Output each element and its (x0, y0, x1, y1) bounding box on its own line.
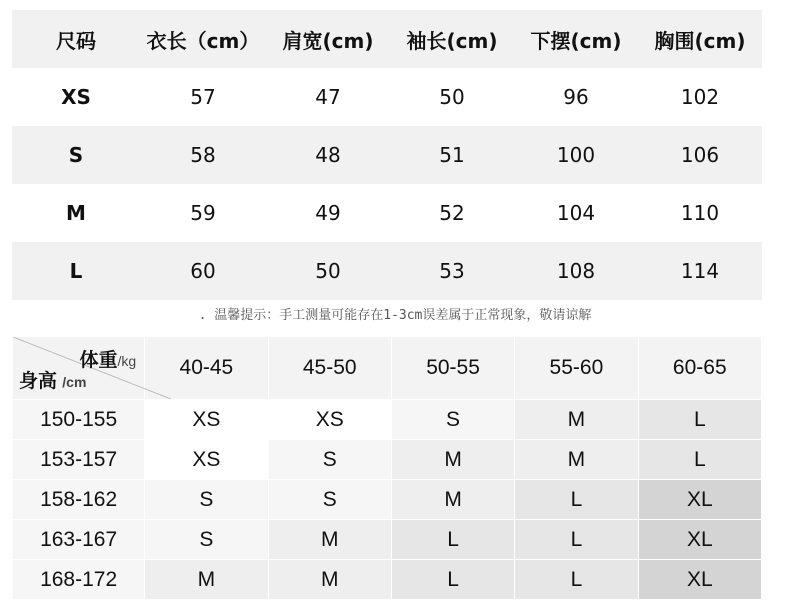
size-table-row (12, 68, 762, 126)
recommended-size: XL (638, 520, 761, 560)
recommended-size: L (515, 480, 638, 520)
weight-range: 45-50 (268, 337, 391, 400)
size-label: S (68, 143, 84, 167)
recommended-size: XS (145, 440, 268, 480)
size-table-row (12, 184, 762, 242)
recommended-size: M (515, 400, 638, 440)
size-value: 60 (190, 259, 216, 283)
recommended-size: XL (638, 480, 761, 520)
height-range: 150-155 (13, 400, 145, 440)
weight-axis-label (80, 345, 137, 372)
size-table-row (12, 126, 762, 184)
size-value: 114 (680, 259, 720, 283)
recommended-size: XL (638, 560, 761, 600)
size-value: 59 (190, 201, 216, 225)
height-range: 163-167 (13, 520, 145, 560)
recommended-size: M (515, 440, 638, 480)
recommended-size: L (638, 400, 761, 440)
size-value: 49 (315, 201, 341, 225)
size-value: 108 (556, 259, 596, 283)
recommended-size: L (638, 440, 761, 480)
size-measurement-table (12, 10, 762, 300)
height-axis-label (19, 366, 86, 393)
size-table-header: 衣长（cm） (146, 28, 260, 53)
fit-chart-row (13, 440, 762, 480)
size-value: 51 (439, 143, 465, 167)
recommended-size: M (391, 440, 514, 480)
size-label: XS (61, 85, 91, 109)
size-value: 48 (315, 143, 341, 167)
size-table-header-row (12, 10, 762, 68)
size-value: 100 (556, 143, 596, 167)
size-table-header: 肩宽(cm) (282, 28, 374, 53)
size-value: 50 (315, 259, 341, 283)
weight-range: 60-65 (638, 337, 761, 400)
size-value: 53 (439, 259, 465, 283)
height-range: 158-162 (13, 480, 145, 520)
recommended-size: S (145, 520, 268, 560)
size-label: M (66, 201, 86, 225)
fit-chart-row (13, 520, 762, 560)
weight-range: 50-55 (391, 337, 514, 400)
size-value: 110 (680, 201, 720, 225)
recommended-size: M (268, 560, 391, 600)
size-value: 57 (190, 85, 216, 109)
fit-chart-row (13, 560, 762, 600)
fit-chart-corner (13, 337, 145, 400)
height-label: 身高 (19, 371, 58, 392)
size-value: 106 (680, 143, 720, 167)
size-table-header: 尺码 (56, 28, 96, 53)
size-table-header: 胸围(cm) (654, 28, 746, 53)
recommended-size: S (145, 480, 268, 520)
weight-range: 40-45 (145, 337, 268, 400)
height-range: 153-157 (13, 440, 145, 480)
fit-chart-row (13, 400, 762, 440)
recommended-size: S (268, 440, 391, 480)
size-value: 47 (315, 85, 341, 109)
size-value: 96 (563, 85, 589, 109)
size-value: 104 (556, 201, 596, 225)
fit-chart-header-row (13, 337, 762, 400)
size-value: 52 (439, 201, 465, 225)
recommended-size: M (268, 520, 391, 560)
size-value: 58 (190, 143, 216, 167)
weight-label: 体重 (79, 350, 118, 371)
weight-range: 55-60 (515, 337, 638, 400)
size-value: 50 (439, 85, 465, 109)
recommended-size: S (391, 400, 514, 440)
recommended-size: XS (145, 400, 268, 440)
recommended-size: L (515, 560, 638, 600)
recommended-size: M (145, 560, 268, 600)
recommended-size: L (391, 560, 514, 600)
height-unit: /cm (62, 374, 87, 390)
size-table-row (12, 242, 762, 300)
recommended-size: L (391, 520, 514, 560)
fit-chart-row (13, 480, 762, 520)
size-table-header: 下摆(cm) (530, 28, 622, 53)
size-label: L (69, 259, 83, 283)
recommended-size: M (391, 480, 514, 520)
recommended-size: L (515, 520, 638, 560)
recommended-size: S (268, 480, 391, 520)
size-table-header: 袖长(cm) (406, 28, 498, 53)
size-fit-chart (12, 336, 762, 600)
size-value: 102 (680, 85, 720, 109)
height-range: 168-172 (13, 560, 145, 600)
recommended-size: XS (268, 400, 391, 440)
measurement-tip: . 温馨提示：手工测量可能存在1-3cm误差属于正常现象，敬请谅解 (198, 308, 592, 323)
weight-unit: /kg (117, 353, 137, 369)
